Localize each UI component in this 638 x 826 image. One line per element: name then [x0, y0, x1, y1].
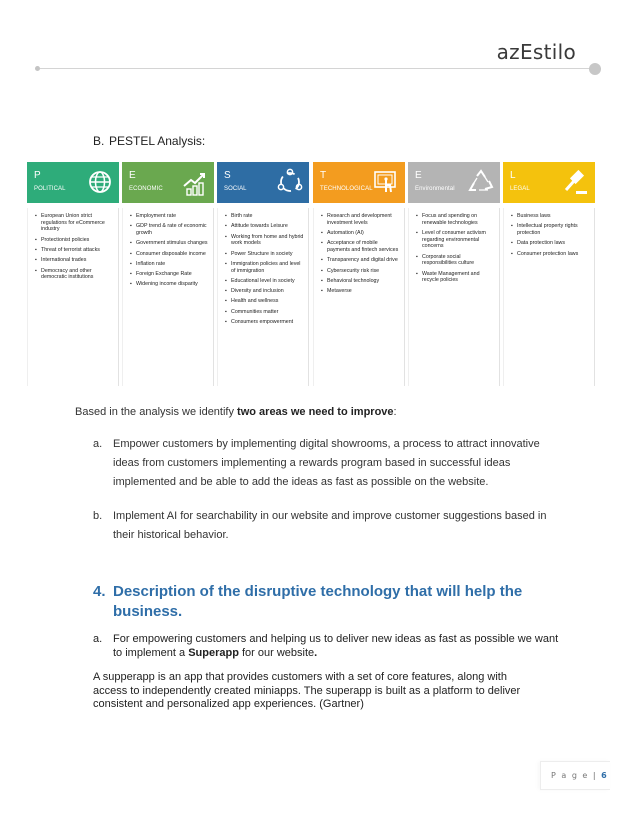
pestel-item: ▪ Employment rate [130, 213, 209, 220]
pestel-item: ▪ Acceptance of mobile payments and fintech services [321, 240, 400, 253]
pestel-items [27, 208, 119, 386]
header-rule [40, 68, 592, 69]
recycle-icon [468, 168, 494, 196]
analysis-intro-text: Based in the analysis we identify [75, 406, 238, 418]
pestel-letter: P [34, 170, 41, 181]
section-b-marker: B. [93, 134, 105, 148]
pestel-name: LEGAL [510, 186, 530, 192]
pestel-item: ▪ Research and development investment levels [321, 213, 400, 226]
analysis-intro [75, 406, 397, 418]
pestel-header [503, 162, 595, 203]
pestel-column-legal [503, 162, 595, 386]
pestel-header [217, 162, 309, 203]
pestel-header [408, 162, 500, 203]
pestel-item: ▪ Widening income disparity [130, 281, 209, 288]
pestel-table [27, 162, 593, 386]
pestel-item: ▪ GDP trend & rate of economic growth [130, 223, 209, 236]
rule-dot-right [589, 63, 601, 75]
touch-screen-icon [373, 168, 399, 196]
page-indicator [551, 771, 607, 780]
section-4-title: Description of the disruptive technology that will help the business. [113, 583, 523, 620]
pestel-item: ▪ Behavioral technology [321, 278, 400, 285]
pestel-item: ▪ Inflation rate [130, 261, 209, 268]
pestel-item: ▪ Corporate social responsibilities culture [416, 254, 495, 267]
pestel-item: ▪ Cybersecurity risk rise [321, 268, 400, 275]
pestel-name: ECONOMIC [129, 186, 163, 192]
pestel-letter: E [129, 170, 136, 181]
section-b-text: PESTEL Analysis: [109, 134, 206, 148]
pestel-item: ▪ Waste Management and recycle policies [416, 271, 495, 284]
pestel-name: POLITICAL [34, 186, 66, 192]
item-text-end: for our website [238, 647, 315, 659]
analysis-intro-colon: : [393, 406, 397, 418]
pestel-item: ▪ Intellectual property rights protection [511, 223, 590, 236]
pestel-column-economic [122, 162, 214, 386]
pestel-column-social [217, 162, 309, 386]
pestel-item: ▪ Democracy and other democratic institutions [35, 268, 114, 281]
pestel-item: ▪ Educational level in society [225, 278, 304, 285]
pestel-items [313, 208, 405, 386]
item-marker: b. [93, 510, 103, 522]
item-text-start: For empowering customers and helping us to deliver new ideas as fast as possible we want to implement a [113, 633, 559, 659]
page-label: P a g e [551, 771, 589, 780]
pestel-name: Environmental [415, 186, 455, 192]
pestel-header [27, 162, 119, 203]
pestel-letter: T [320, 170, 327, 181]
pestel-item: ▪ Transparency and digital drive [321, 257, 400, 264]
pestel-item: ▪ Immigration policies and level of immigration [225, 261, 304, 274]
pestel-name: TECHNOLOGICAL [320, 186, 373, 192]
item-text [113, 632, 563, 660]
pestel-item: ▪ Consumers empowerment [225, 319, 304, 326]
pestel-letter: E [415, 170, 422, 181]
superapp-definition: A supperapp is an app that provides customers with a set of core features, along with access to independently created miniapps. The superapp is built as a platform to deliver consistent and personalized app experiences. (Gartner) [93, 671, 521, 710]
gavel-icon [563, 168, 589, 196]
pestel-letter: L [510, 170, 516, 181]
pestel-item: ▪ Working from home and hybrid work models [225, 234, 304, 247]
pestel-item: ▪ Health and wellness [225, 298, 304, 305]
pestel-item: ▪ Automation (AI) [321, 230, 400, 237]
globe-icon [87, 168, 113, 196]
cycle-icon [277, 168, 303, 196]
pestel-column-political [27, 162, 119, 386]
pestel-item: ▪ Birth rate [225, 213, 304, 220]
pestel-item: ▪ Metaverse [321, 288, 400, 295]
pestel-item: ▪ Protectionist policies [35, 237, 114, 244]
pestel-column-technological [313, 162, 405, 386]
superapp-term: Superapp [188, 647, 239, 659]
page-number: 6 [601, 771, 607, 780]
section-4-number: 4. [93, 583, 106, 600]
pestel-item: ▪ Consumer protection laws [511, 251, 590, 258]
pestel-column-environmental [408, 162, 500, 386]
pestel-item: ▪ Communities matter [225, 309, 304, 316]
pestel-item: ▪ Focus and spending on renewable technologies [416, 213, 495, 226]
pestel-item: ▪ International trades [35, 257, 114, 264]
pestel-item: ▪ Business laws [511, 213, 590, 220]
pestel-item: ▪ Foreign Exchange Rate [130, 271, 209, 278]
page-footer [540, 761, 610, 790]
pestel-item: ▪ Level of consumer activism regarding environmental concerns [416, 230, 495, 250]
brand-logo: azEstilo [496, 40, 576, 64]
pestel-letter: S [224, 170, 231, 181]
pestel-item: ▪ Attitude towards Leisure [225, 223, 304, 230]
pestel-item: ▪ Government stimulus changes [130, 240, 209, 247]
pestel-items [408, 208, 500, 386]
pestel-item: ▪ Consumer disposable income [130, 251, 209, 258]
pestel-item: ▪ European Union strict regulations for eCommerce industry [35, 213, 114, 233]
item-marker: a. [93, 438, 103, 450]
pestel-items [217, 208, 309, 386]
pestel-item: ▪ Power Structure in society [225, 251, 304, 258]
pestel-name: SOCIAL [224, 186, 247, 192]
analysis-intro-emphasis: two areas we need to improve [237, 406, 394, 418]
pestel-items [503, 208, 595, 386]
pestel-item: ▪ Diversity and inclusion [225, 288, 304, 295]
pestel-header [313, 162, 405, 203]
pestel-items [122, 208, 214, 386]
item-text: Empower customers by implementing digital showrooms, a process to attract innovative ideas from customers implementing a rewards program based in successful ideas implemented and be able to add the ideas as fast as possible on the website. [113, 438, 540, 488]
item-text: Implement AI for searchability in our website and improve customer suggestions based in their historical behavior. [113, 510, 547, 541]
page-separator: | [592, 771, 598, 780]
item-marker: a. [93, 633, 103, 645]
growth-chart-icon [182, 168, 208, 196]
item-period: . [314, 647, 318, 659]
pestel-header [122, 162, 214, 203]
pestel-item: ▪ Threat of terrorist attacks [35, 247, 114, 254]
pestel-item: ▪ Data protection laws [511, 240, 590, 247]
section-b-title [93, 134, 205, 148]
